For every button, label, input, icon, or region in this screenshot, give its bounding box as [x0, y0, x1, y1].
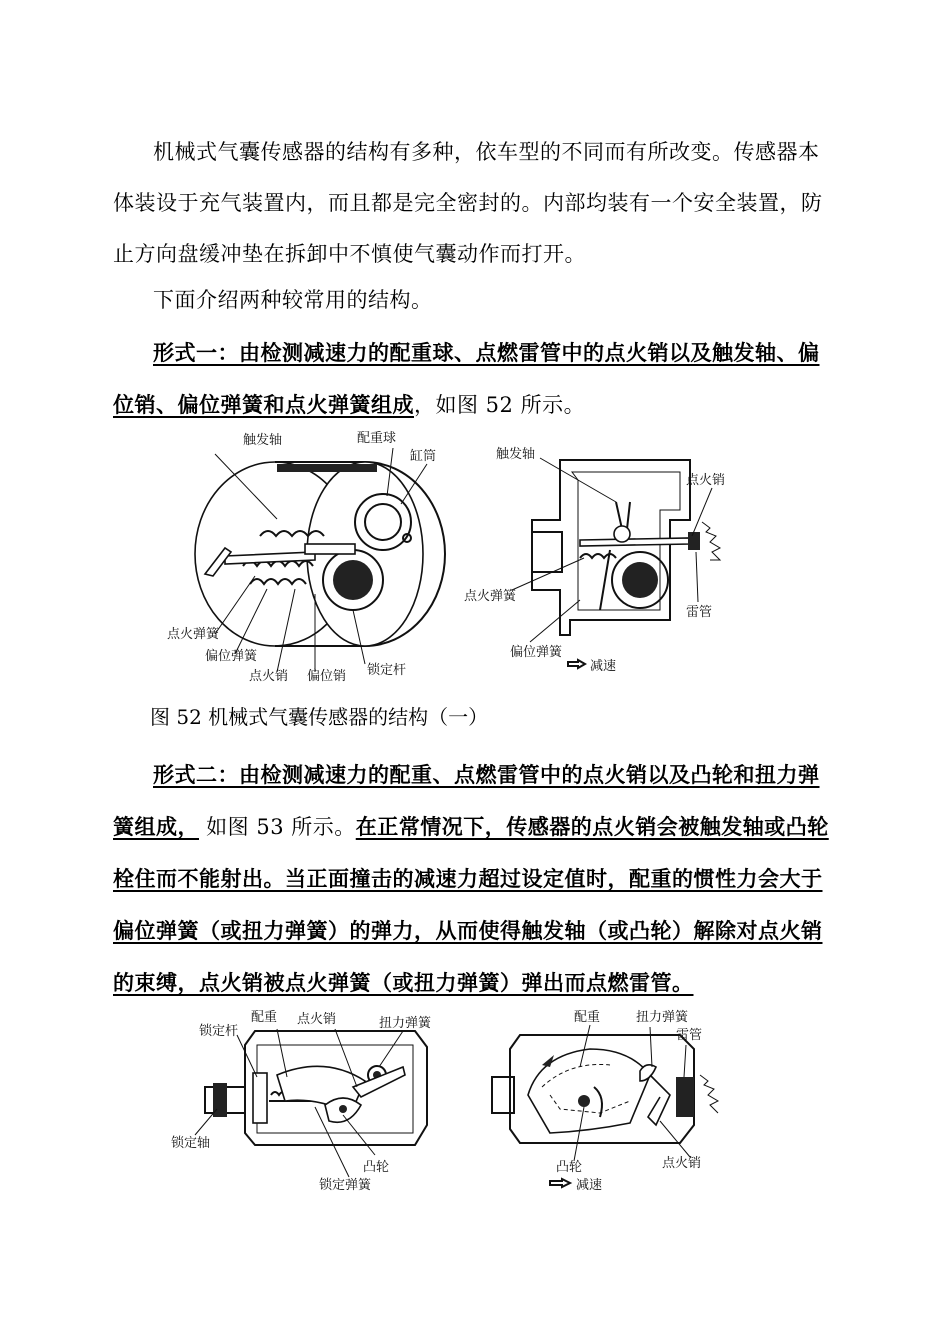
figure-53-right-diagram	[480, 1005, 750, 1200]
label-trigger-shaft-right: 触发轴	[496, 447, 536, 462]
label-deceleration-53r: 减速	[576, 1178, 603, 1193]
sensor-cylinder-drawing	[195, 462, 445, 646]
label-torsion-spring-53: 扭力弹簧	[379, 1016, 432, 1031]
sensor-lock-drawing	[205, 1031, 427, 1145]
figure-52-left-diagram	[165, 424, 455, 692]
figure-52-right-diagram	[460, 440, 750, 680]
label-ignition-spring: 点火弹簧	[167, 627, 220, 642]
label-lock-shaft-53: 锁定轴	[171, 1136, 211, 1151]
label-firing-pin-53: 点火销	[297, 1012, 337, 1027]
label-bias-spring: 偏位弹簧	[205, 649, 258, 664]
label-cam-53: 凸轮	[363, 1160, 390, 1175]
form-two-definition: 形式二：由检测减速力的配重、点燃雷管中的点火销以及凸轮和扭力弹簧组成，	[113, 762, 820, 839]
label-counterweight-53r: 配重	[574, 1010, 601, 1025]
form-two-principle: 在正常情况下，传感器的点火销会被触发轴或凸轮栓住而不能射出。当正面撞击的减速力超过设定值时，配重的惯性力会大于偏位弹簧（或扭力弹簧）的弹力，从而使得触发轴（或凸轮）解除对点火销的束缚，点火销被点火弹簧（或扭力弹簧）弹出而点燃雷管。	[113, 814, 829, 995]
form-two-reference: 如图 53 所示。	[199, 815, 356, 839]
paragraph-form-two	[113, 749, 839, 1009]
label-cylinder: 缸筒	[410, 449, 437, 464]
form-one-definition: 形式一：由检测减速力的配重球、点燃雷管中的点火销以及触发轴、偏位销、偏位弹簧和点火弹簧组成	[113, 340, 820, 417]
label-bias-spring-right: 偏位弹簧	[510, 645, 563, 660]
paragraph-intro: 机械式气囊传感器的结构有多种，依车型的不同而有所改变。传感器本体装设于充气装置内，而且都是完全密封的。内部均装有一个安全装置，防止方向盘缓冲垫在拆卸中不慎使气囊动作而打开。	[113, 140, 823, 266]
label-counterweight-ball: 配重球	[357, 431, 397, 446]
label-detonator-right: 雷管	[686, 605, 713, 620]
label-lock-lever-53: 锁定杆	[199, 1024, 239, 1039]
label-bias-pin: 偏位销	[307, 669, 347, 684]
label-counterweight-53: 配重	[251, 1010, 278, 1025]
label-deceleration-right: 减速	[590, 659, 617, 674]
form-one-reference: ，如图 52 所示。	[414, 393, 586, 417]
paragraph-lead: 下面介绍两种较常用的结构。	[153, 288, 433, 312]
label-firing-pin-53r: 点火销	[662, 1156, 702, 1171]
label-torsion-spring-53r: 扭力弹簧	[636, 1010, 689, 1025]
label-lock-spring-53: 锁定弹簧	[319, 1178, 372, 1193]
label-firing-pin: 点火销	[249, 669, 289, 684]
label-lock-lever: 锁定杆	[367, 663, 407, 678]
figure-53-left-diagram	[165, 1005, 455, 1200]
label-cam-53r: 凸轮	[556, 1160, 583, 1175]
label-trigger-shaft: 触发轴	[243, 433, 283, 448]
sensor-cam-drawing	[492, 1035, 718, 1143]
label-firing-pin-right: 点火销	[686, 473, 726, 488]
figure-52-caption: 图 52 机械式气囊传感器的结构（一）	[150, 705, 489, 729]
label-ignition-spring-right: 点火弹簧	[464, 589, 517, 604]
paragraph-form-one	[113, 327, 839, 431]
label-detonator-53r: 雷管	[676, 1028, 703, 1043]
